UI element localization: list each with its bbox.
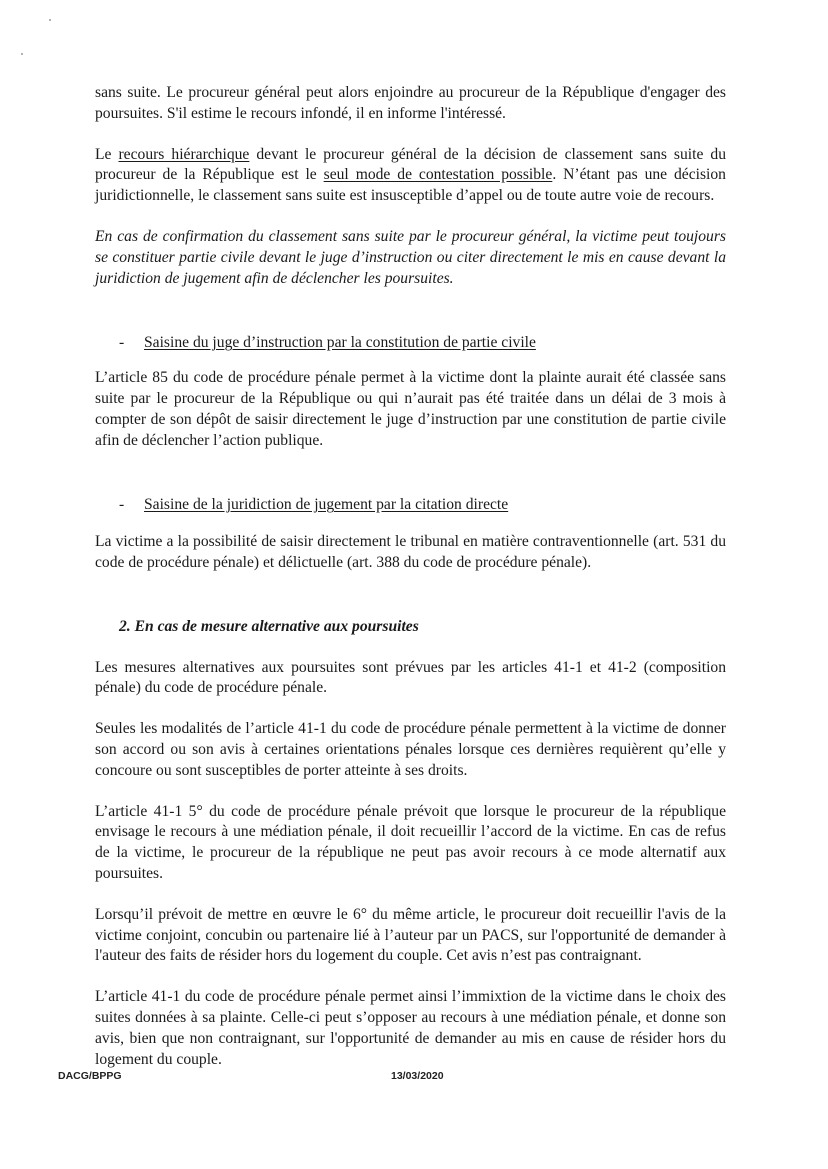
- bullet-title: Saisine de la juridiction de jugement par la citation directe: [144, 496, 509, 514]
- paragraph: L’article 41-1 5° du code de procédure pénale prévoit que lorsque le procureur de la république envisage le recours à une médiation pénale, il doit recueillir l’accord de la victime. En cas de refus de la victime, le procureur de la république ne peut pas avoir recours à ce mode alternatif aux poursuites.: [95, 802, 726, 882]
- section-heading: 2. En cas de mesure alternative aux poursuites: [119, 617, 419, 635]
- italic-paragraph: En cas de confirmation du classement sans suite par le procureur général, la victime peut toujours se constituer partie civile devant le juge d’instruction ou citer directement le mis en cause devant la juridiction de jugement afin de déclencher les poursuites.: [95, 227, 726, 287]
- scan-speck: [21, 53, 23, 55]
- bullet-dash: -: [119, 334, 125, 352]
- bullet-title: Saisine du juge d’instruction par la constitution de partie civile: [144, 334, 536, 352]
- footer-department: DACG/BPPG: [58, 1070, 122, 1082]
- paragraph: La victime a la possibilité de saisir directement le tribunal en matière contraventionnelle (art. 531 du code de procédure pénale) et délictuelle (art. 388 du code de procédure pénale).: [95, 533, 726, 571]
- text-run: devant le procureur général de la décision de classement sans suite du procureur de la République est le: [95, 145, 726, 184]
- paragraph: L’article 41-1 du code de procédure pénale permet ainsi l’immixtion de la victime dans le choix des suites données à sa plainte. Celle-ci peut s’opposer au recours à une médiation pénale, et donne son avis, bien que non contraignant, sur l'opportunité de demander au mis en cause de résider hors du logement du couple.: [95, 988, 726, 1068]
- scan-speck: [49, 19, 51, 21]
- document-body: [95, 83, 726, 1070]
- paragraph: [95, 145, 726, 207]
- bullet-dash: -: [119, 496, 125, 514]
- paragraph: L’article 85 du code de procédure pénale permet à la victime dont la plainte aurait été classée sans suite par le procureur de la République ou qui n’aurait pas été traitée dans un délai de 3 mois à compter de son dépôt de saisir directement le juge d’instruction par une constitution de partie civile afin de déclencher l’action publique.: [95, 369, 726, 449]
- text-run: . N’étant pas une décision juridictionnelle, le classement sans suite est insusceptible d’appel ou de toute autre voie de recours.: [95, 166, 726, 205]
- underlined-term: recours hiérarchique: [118, 145, 250, 163]
- bullet-item: [95, 495, 726, 516]
- bullet-item: [95, 333, 726, 354]
- underlined-term: seul mode de contestation possible: [323, 166, 553, 184]
- paragraph: Seules les modalités de l’article 41-1 du code de procédure pénale permettent à la victime de donner son accord ou son avis à certaines orientations pénales lorsque ces dernières requièrent qu’elle y concoure ou sont susceptibles de porter atteinte à ses droits.: [95, 720, 726, 779]
- text-run: Le: [95, 145, 119, 163]
- paragraph: Lorsqu’il prévoit de mettre en œuvre le 6° du même article, le procureur doit recueillir l'avis de la victime conjoint, concubin ou partenaire lié à l’auteur par un PACS, sur l'opportunité de demander à l'auteur des faits de résider hors du logement du couple. Cet avis n’est pas contraignant.: [95, 905, 726, 965]
- paragraph: sans suite. Le procureur général peut alors enjoindre au procureur de la République d'engager des poursuites. S'il estime le recours infondé, il en informe l'intéressé.: [95, 84, 726, 122]
- paragraph: Les mesures alternatives aux poursuites sont prévues par les articles 41-1 et 41-2 (composition pénale) du code de procédure pénale.: [95, 658, 726, 697]
- footer-date: 13/03/2020: [391, 1070, 444, 1082]
